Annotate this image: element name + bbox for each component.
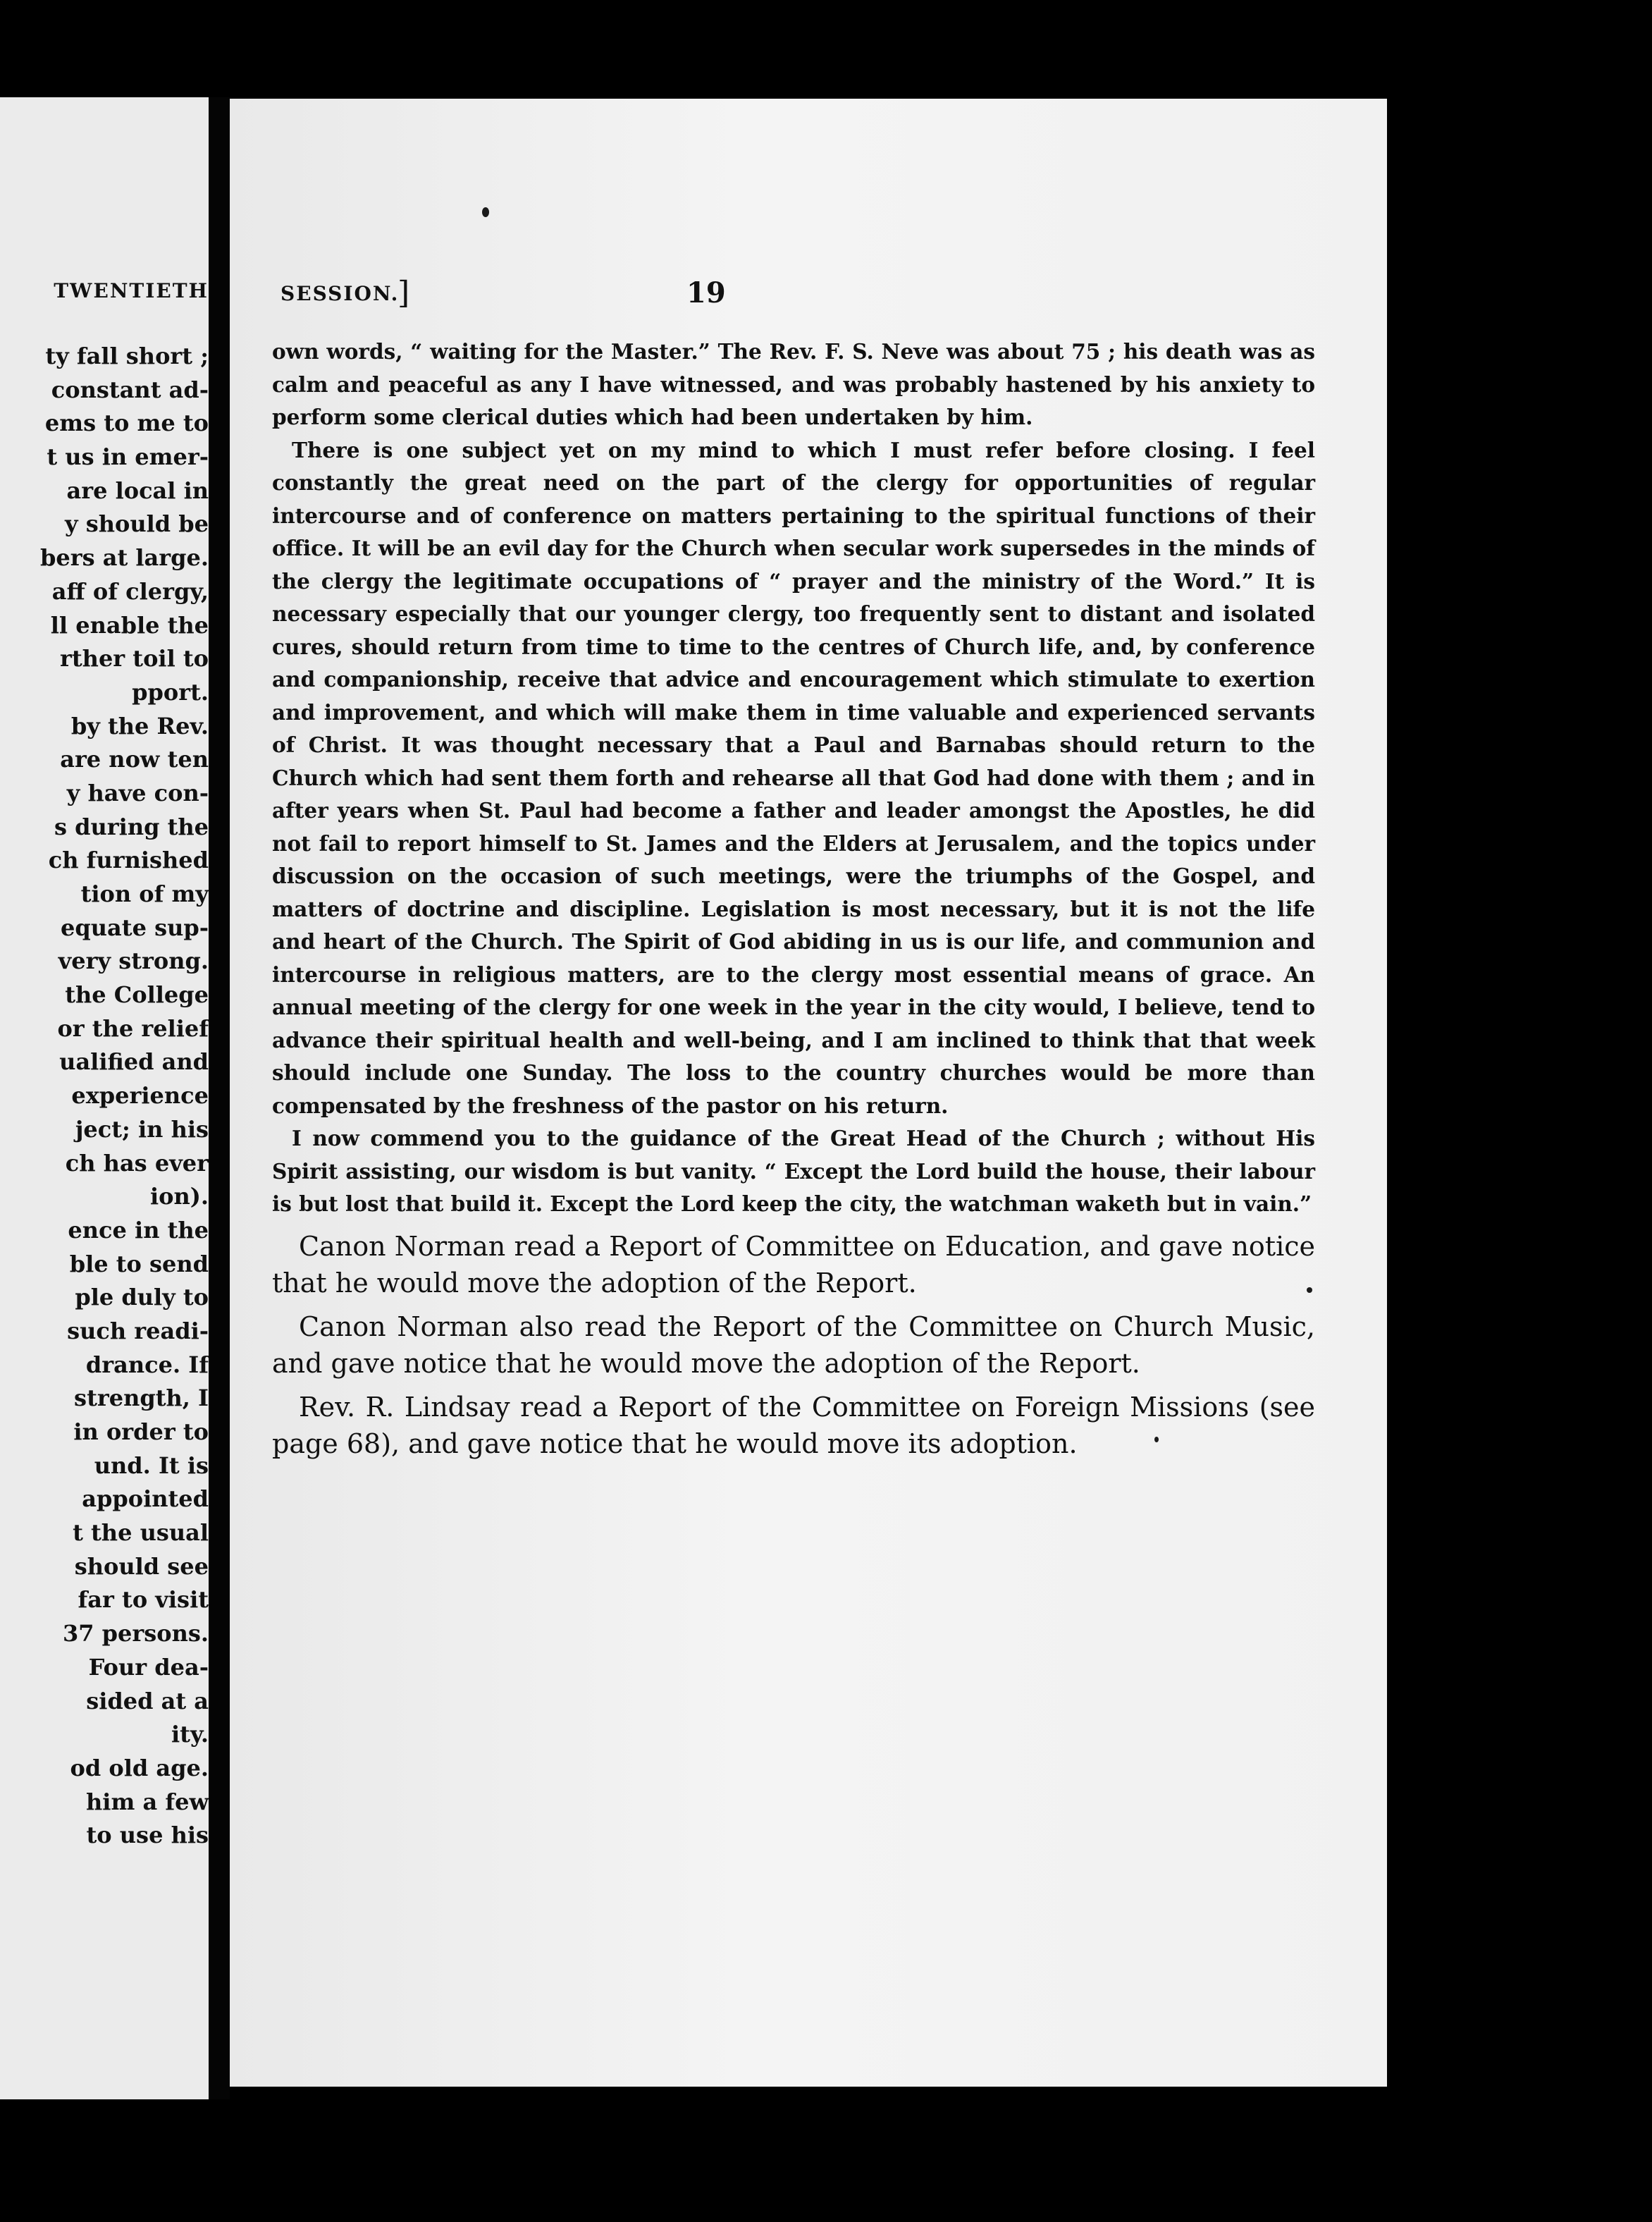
previous-page-line: 37 persons. <box>62 1620 209 1647</box>
previous-page-line: bers at large. <box>39 544 209 572</box>
previous-page-line: strength, I <box>74 1385 209 1412</box>
previous-page-line: drance. If <box>85 1351 209 1378</box>
previous-page-line: ems to me to <box>44 410 209 437</box>
previous-page-line: s during the <box>54 813 209 840</box>
previous-page-line: ject; in his <box>75 1115 209 1143</box>
previous-page-line: y have con- <box>66 779 209 806</box>
previous-page-line: ble to send <box>69 1250 209 1277</box>
address-paragraph: own words, “ waiting for the Master.” The Rev. F. S. Neve was about 75 ; his death was as calm and peaceful as any I have witnessed, and was probably hastened by his anxiety to perform some clerical duties which had been undertaken by him. <box>272 339 1315 429</box>
previous-page-line: ch has ever <box>65 1149 209 1177</box>
previous-page-line: ualified and <box>59 1048 209 1076</box>
previous-page-line: appointed <box>82 1485 209 1513</box>
previous-page-line: equate sup- <box>61 914 209 941</box>
minutes-paragraph: Canon Norman also read the Report of the Committee on Church Music, and gave notice that he would move the adoption of the Report. <box>272 1311 1315 1379</box>
previous-page-line: ence in the <box>68 1216 209 1244</box>
minutes-paragraph: Rev. R. Lindsay read a Report of the Committee on Foreign Missions (see page 68), and gave notice that he would move its adoption. <box>272 1391 1315 1459</box>
page-header <box>230 275 1387 313</box>
previous-page-line: by the Rev. <box>70 712 209 739</box>
previous-page-line: y should be <box>64 510 209 538</box>
previous-page-running-head: TWENTIETH <box>54 279 209 302</box>
previous-page-line: him a few <box>86 1788 209 1815</box>
previous-page-line: ion). <box>149 1183 209 1210</box>
previous-page-line: to use his <box>86 1822 209 1849</box>
previous-page-line: sided at a <box>86 1687 209 1714</box>
address-paragraph: I now commend you to the guidance of the Great Head of the Church ; without His Spirit assisting, our wisdom is but vanity. “ Except the Lord build the house, their labour is but lost that build it. Except the Lord keep the city, the watchman waketh but in vain.” <box>272 1126 1315 1216</box>
previous-page-line: far to visit <box>78 1586 209 1614</box>
previous-page-line: such readi- <box>67 1317 209 1344</box>
previous-page-line: the College <box>65 981 209 1009</box>
previous-page-line: od old age. <box>70 1754 209 1781</box>
running-head: SESSION. <box>281 282 400 305</box>
previous-page-line: rther toil to <box>60 645 209 673</box>
page-body <box>272 336 1315 1462</box>
previous-page-line: ty fall short ; <box>45 343 209 369</box>
previous-page-line: are now ten <box>60 746 209 773</box>
previous-page-line: or the relief <box>57 1014 209 1042</box>
previous-page-line: constant ad- <box>51 376 209 403</box>
previous-page-line: ity. <box>171 1721 209 1748</box>
ink-speck <box>482 207 489 217</box>
previous-page-fragment <box>0 97 209 2099</box>
current-page <box>230 99 1387 2087</box>
previous-page-line: Four dea- <box>88 1653 209 1681</box>
previous-page-line: experience <box>71 1082 209 1110</box>
page-number: 19 <box>686 276 726 309</box>
previous-page-line: t us in emer- <box>47 443 209 471</box>
running-head-bracket: ] <box>397 275 410 311</box>
ink-speck <box>1154 1437 1159 1442</box>
previous-page-line: very strong. <box>58 947 209 975</box>
previous-page-line: pport. <box>132 678 209 706</box>
previous-page-text-column <box>0 340 209 1853</box>
address-paragraph: There is one subject yet on my mind to which I must refer before closing. I feel constantly the great need on the part of the clergy for opportunities of regular intercourse and of conference on matters pertaining to the spiritual functions of their office. It will be an evil day for the Church when secular work supersedes in the minds of the clergy the legitimate occupations of “ prayer and the ministry of the Word.” It is necessary especially that our younger clergy, too frequently sent to distant and isolated cures, should return from time to time to the centres of Church life, and, by conference and companionship, receive that advice and encouragement which stimulate to exertion and improvement, and which will make them in time valuable and experienced servants of Christ. It was thought necessary that a Paul and Barnabas should return to the Church which had sent them forth and rehearse all that God had done with them ; and in after years when St. Paul had become a father and leader amongst the Apostles, he did not fail to report himself to St. James and the Elders at Jerusalem, and the topics under discussion on the occasion of such meetings, were the triumphs of the Gospel, and matters of doctrine and discipline. Legislation is most necessary, but it is not the life and heart of the Church. The Spirit of God abiding in us is our life, and communion and intercourse in religious matters, are to the clergy most essential means of grace. An annual meeting of the clergy for one week in the year in the city would, I believe, tend to advance their spiritual health and well-being, and I am inclined to think that that week should include one Sunday. The loss to the country churches would be more than compensated by the freshness of the pastor on his return. <box>272 437 1315 1118</box>
previous-page-line: aff of clergy, <box>51 577 209 605</box>
previous-page-line: ple duly to <box>75 1284 209 1311</box>
minutes-paragraph: Canon Norman read a Report of Committee on Education, and gave notice that he would move the adoption of the Report. <box>272 1230 1315 1299</box>
previous-page-line: should see <box>74 1552 209 1580</box>
previous-page-line: t the usual <box>73 1519 209 1547</box>
previous-page-line: in order to <box>73 1418 209 1445</box>
previous-page-line: ch furnished <box>48 847 209 874</box>
previous-page-line: ll enable the <box>50 611 209 639</box>
ink-speck <box>1307 1287 1312 1293</box>
page-gutter <box>209 97 230 2099</box>
previous-page-line: und. It is <box>94 1451 209 1479</box>
previous-page-line: are local in <box>66 477 209 504</box>
previous-page-line: tion of my <box>80 880 209 907</box>
